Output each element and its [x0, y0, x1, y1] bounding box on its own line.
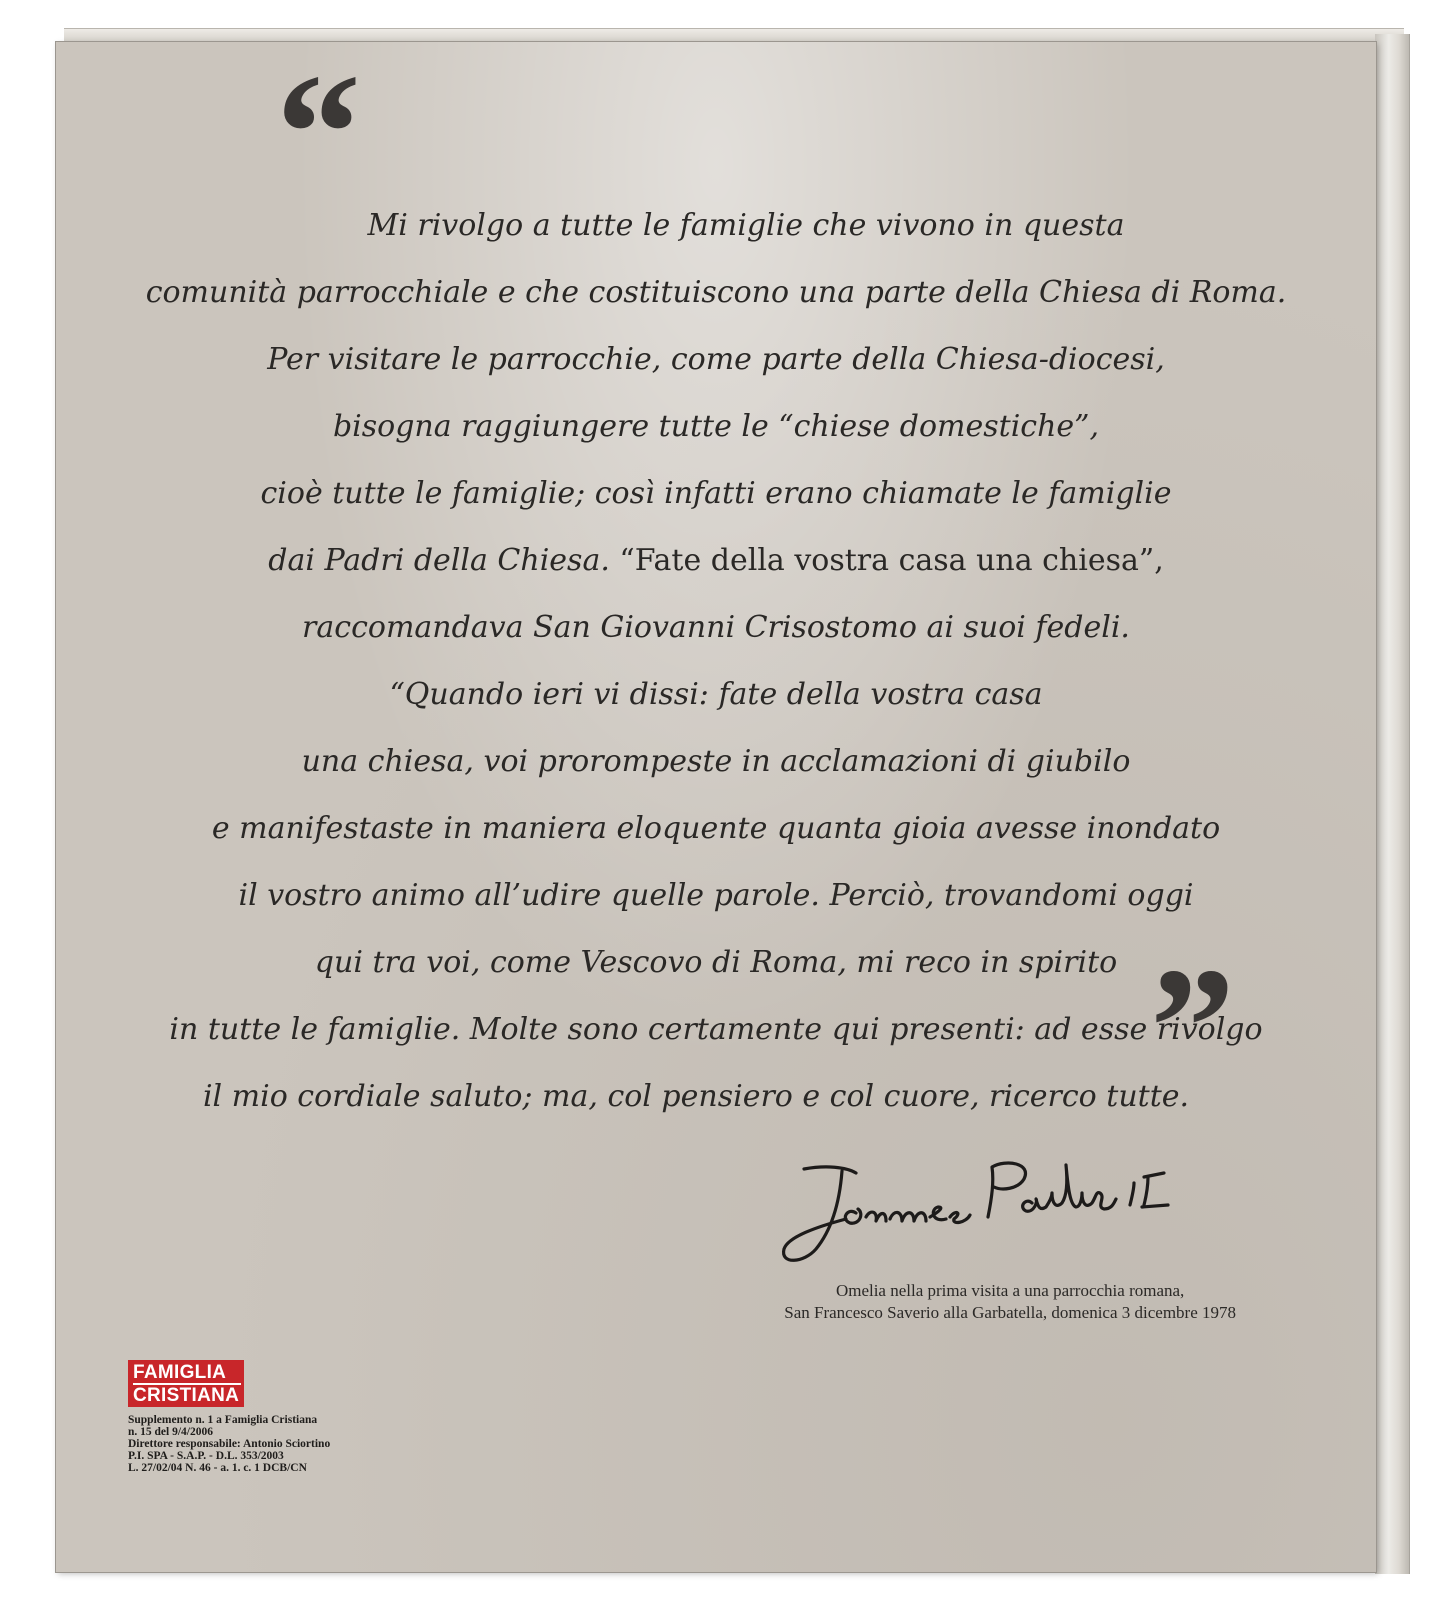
imprint-line: n. 15 del 9/4/2006: [128, 1426, 213, 1438]
logo-line: FAMIGLIA: [133, 1362, 227, 1383]
quote-line: in tutte le famiglie. Molte sono certamente qui presenti: ad esse rivolgo: [169, 1012, 1263, 1047]
quote-line: il vostro animo all’udire quelle parole. Perciò, trovandomi oggi: [238, 878, 1194, 913]
caption-line: San Francesco Saverio alla Garbatella, domenica 3 dicembre 1978: [784, 1303, 1236, 1322]
quote-line: “Quando ieri vi dissi: fate della vostra casa: [389, 677, 1043, 712]
quote-line: qui tra voi, come Vescovo di Roma, mi reco in spirito: [314, 945, 1118, 980]
famiglia-cristiana-logo: [128, 1360, 244, 1407]
imprint-line: Direttore responsabile: Antonio Sciortino: [128, 1438, 331, 1450]
quote-line-italic-part: dai Padri della Chiesa.: [268, 543, 610, 578]
page-edges-right: [1375, 34, 1410, 1574]
quote-line: il mio cordiale saluto; ma, col pensiero e col cuore, ricerco tutte.: [202, 1079, 1190, 1114]
quote-line: raccomandava San Giovanni Crisostomo ai suoi fedeli.: [302, 610, 1130, 645]
closing-quote-mark: ”: [1150, 933, 1235, 1121]
signature-joannes-paulus-ii: [756, 1157, 1196, 1267]
quote-line: cioè tutte le famiglie; così infatti erano chiamate le famiglie: [260, 476, 1172, 511]
quote-line: comunità parrocchiale e che costituiscono una parte della Chiesa di Roma.: [145, 275, 1287, 310]
imprint-line: P.I. SPA - S.A.P. - D.L. 353/2003: [128, 1450, 284, 1462]
quote-line-upright-part: “Fate della vostra casa una chiesa”,: [619, 543, 1164, 578]
quote-line: Per visitare le parrocchie, come parte della Chiesa-diocesi,: [267, 342, 1165, 377]
imprint: [128, 1414, 330, 1474]
quote-line: una chiesa, voi prorompeste in acclamazioni di giubilo: [301, 744, 1131, 779]
book: [36, 28, 1410, 1576]
opening-quote-mark: “: [276, 39, 361, 227]
quote-line: [56, 527, 1376, 594]
logo-line: CRISTIANA: [133, 1385, 240, 1406]
back-cover: [56, 39, 1376, 1572]
caption: [784, 1280, 1236, 1324]
quote-line: e manifestaste in maniera eloquente quanta gioia avesse inondato: [211, 811, 1221, 846]
imprint-line: Supplemento n. 1 a Famiglia Cristiana: [128, 1414, 318, 1426]
caption-line: Omelia nella prima visita a una parrocchia romana,: [835, 1281, 1185, 1300]
quote-line: Mi rivolgo a tutte le famiglie che vivono in questa: [367, 208, 1125, 243]
quote-line: bisogna raggiungere tutte le “chiese domestiche”,: [332, 409, 1100, 444]
imprint-line: L. 27/02/04 N. 46 - a. 1. c. 1 DCB/CN: [128, 1462, 307, 1474]
